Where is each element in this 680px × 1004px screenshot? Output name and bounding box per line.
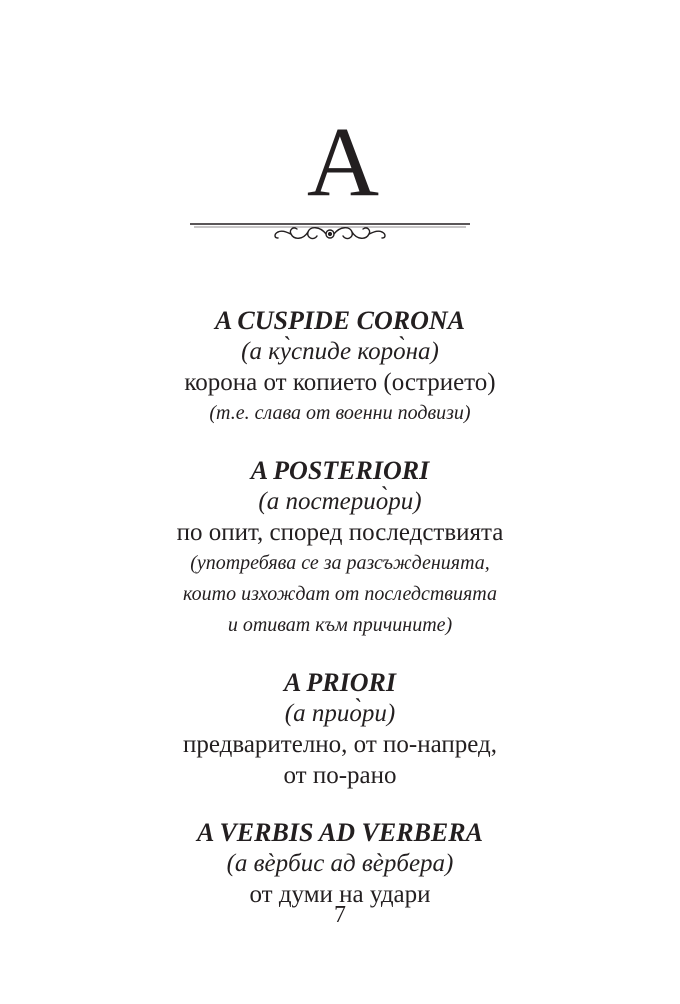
entry-pronunciation: (а постерио̀ри) xyxy=(258,488,422,515)
entry-a-priori xyxy=(0,667,680,791)
entry-meaning: корона от копието (острието) xyxy=(184,369,496,396)
entry-pronunciation: (а вѐрбис ад вѐрбера) xyxy=(226,850,454,877)
entry-meaning: по опит, според последствията xyxy=(176,519,504,546)
entry-note: (т.е. слава от военни подвизи) xyxy=(209,402,471,424)
entry-term: A PRIORI xyxy=(284,668,396,697)
entry-a-cuspide-corona xyxy=(0,305,680,429)
entry-a-verbis-ad-verbera xyxy=(0,817,680,910)
dictionary-entries xyxy=(0,305,680,936)
entry-term: A CUSPIDE CORONA xyxy=(215,306,465,335)
entry-note: които изхождат от последствията xyxy=(183,583,497,605)
entry-term: A POSTERIORI xyxy=(250,456,430,485)
entry-meaning: от думи на удари xyxy=(249,881,431,908)
chapter-letter: A xyxy=(306,106,374,217)
entry-pronunciation: (а прио̀ри) xyxy=(284,700,396,727)
entry-meaning: предварително, от по-напред, xyxy=(182,731,497,758)
entry-meaning: от по-рано xyxy=(283,762,397,789)
entry-pronunciation: (а ку̀спиде коро̀на) xyxy=(241,338,439,365)
entry-a-posteriori xyxy=(0,455,680,641)
entry-note: (употребява се за разсъжденията, xyxy=(190,552,490,574)
entry-term: A VERBIS AD VERBERA xyxy=(197,818,483,847)
flourish-divider-icon xyxy=(190,210,470,246)
page-number: 7 xyxy=(334,902,346,928)
entry-note: и отиват към причините) xyxy=(227,614,453,636)
